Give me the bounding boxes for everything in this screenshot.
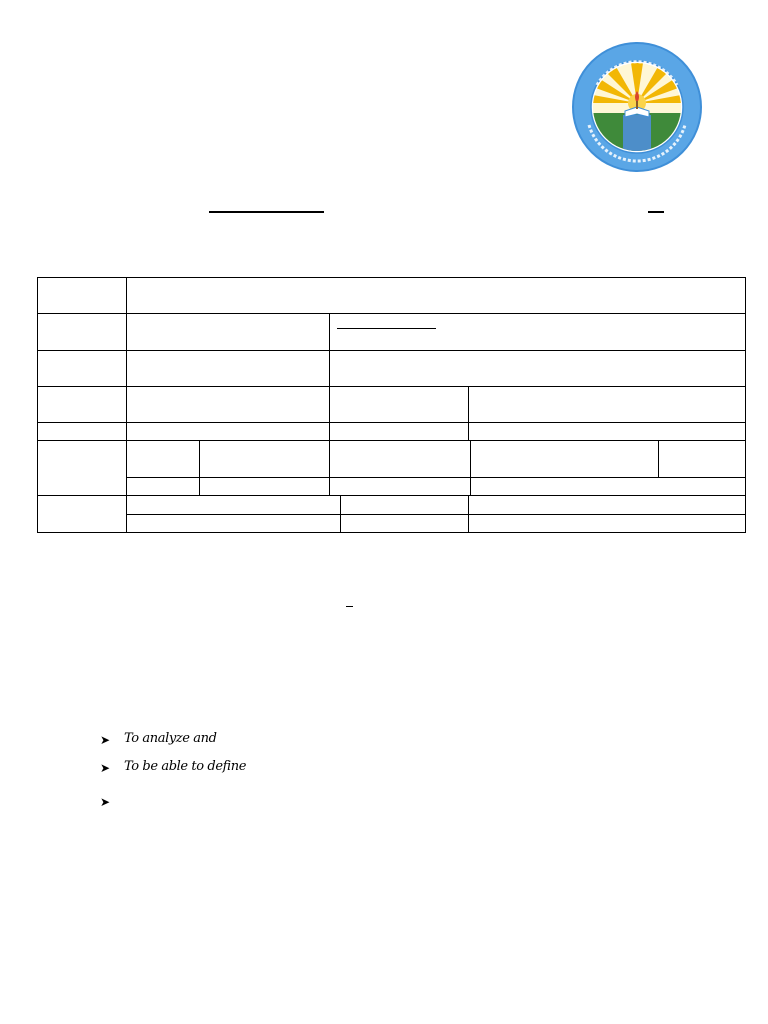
table-cell: [38, 278, 127, 314]
table-cell: [38, 351, 127, 387]
title-underline-right: [648, 211, 664, 213]
table-row: [38, 423, 746, 441]
objective-text: To be able to define: [124, 759, 247, 774]
table-cell: [127, 314, 330, 351]
text-underline-mark: [346, 606, 353, 607]
table-cell: [468, 387, 745, 423]
objectives-list: [100, 728, 246, 812]
table-cell: [127, 441, 199, 478]
table-cell: [470, 441, 658, 478]
table-cell: [330, 351, 746, 387]
table-cell: [127, 423, 330, 441]
table-cell: [127, 496, 341, 515]
table-cell: [127, 278, 746, 314]
table-cell: [468, 496, 745, 515]
table-cell: [199, 478, 330, 496]
objective-text: To analyze and: [124, 731, 217, 746]
table-cell: [127, 351, 330, 387]
table-cell: [127, 515, 341, 533]
table-cell: [199, 441, 330, 478]
cell-underline: [337, 328, 436, 329]
table-cell: [38, 441, 127, 496]
table-cell: [330, 314, 746, 351]
arrow-bullet-icon: ➤: [100, 761, 110, 775]
list-item: [100, 728, 246, 750]
university-seal-icon: [571, 41, 703, 173]
table-cell: [468, 423, 745, 441]
arrow-bullet-icon: ➤: [100, 733, 110, 747]
table-row: [38, 387, 746, 423]
table-cell: [38, 314, 127, 351]
list-item: [100, 756, 246, 778]
table-cell: [38, 423, 127, 441]
table-cell: [330, 441, 471, 478]
table-row: [38, 351, 746, 387]
table-cell: [330, 387, 469, 423]
table-row: [38, 278, 746, 314]
table-row: [38, 515, 746, 533]
table-cell: [341, 496, 469, 515]
title-underline-left: [209, 211, 324, 213]
table-cell: [330, 423, 469, 441]
table-cell: [330, 478, 471, 496]
table-cell: [470, 478, 745, 496]
table-row: [38, 496, 746, 515]
table-cell: [127, 387, 330, 423]
table-row: [38, 314, 746, 351]
table-row: [38, 441, 746, 478]
table-cell: [341, 515, 469, 533]
table-cell: [468, 515, 745, 533]
table-cell: [127, 478, 199, 496]
arrow-bullet-icon: ➤: [100, 795, 110, 809]
table-cell: [38, 496, 127, 533]
table-cell: [658, 441, 745, 478]
table-row: [38, 478, 746, 496]
list-item: [100, 790, 246, 812]
course-info-table: [37, 277, 746, 533]
table-cell: [38, 387, 127, 423]
